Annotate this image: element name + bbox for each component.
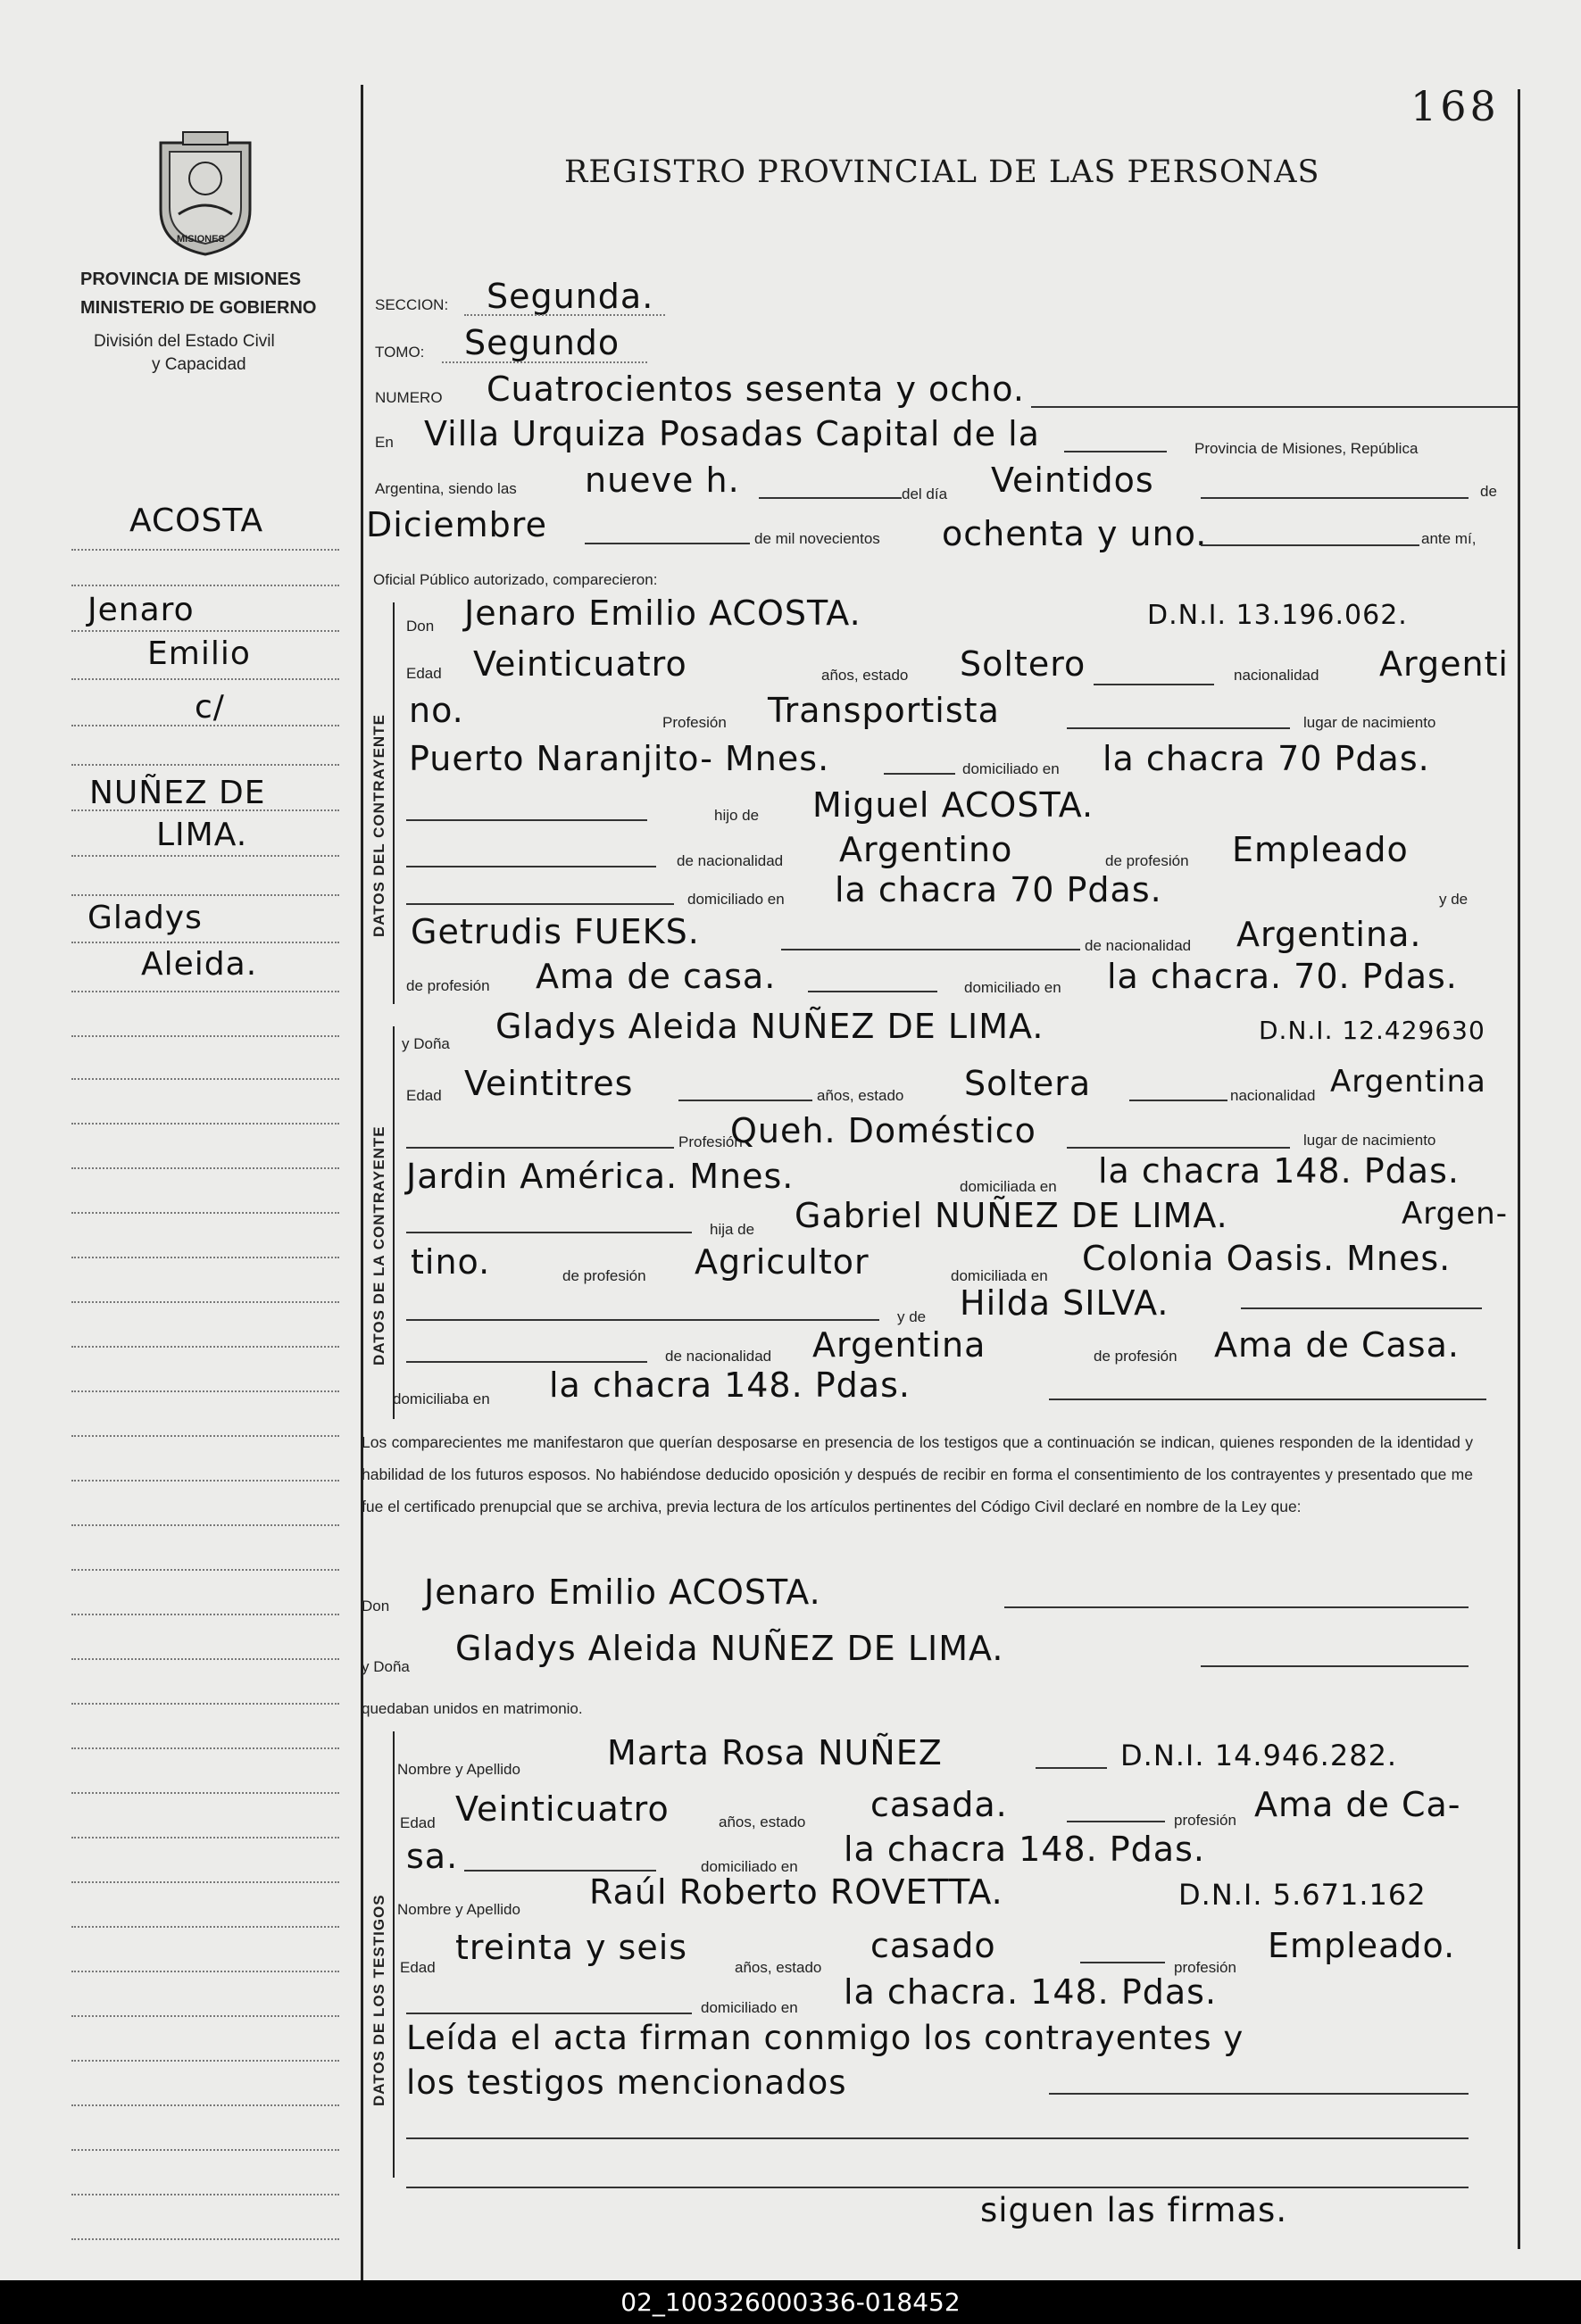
bride-dom: la chacra 148. Pdas. [1098, 1151, 1460, 1191]
margin-rule [71, 1881, 339, 1883]
section-border [393, 1026, 395, 1419]
margin-note-5: NUÑEZ DE [89, 775, 266, 811]
witness2-dni: D.N.I. 5.671.162 [1178, 1878, 1427, 1912]
seccion-value: Segunda. [487, 277, 654, 316]
margin-rule [71, 678, 339, 680]
profesion-label: Profesión [662, 714, 727, 731]
don-label-2: Don [362, 1598, 390, 1614]
y-dona-label-2: y Doña [362, 1658, 410, 1675]
margin-note-7: Gladys [87, 900, 203, 936]
argentina-label: Argentina, siendo las [375, 480, 517, 497]
domiciliado-label: domiciliado en [962, 760, 1060, 777]
groom-father-dom: la chacra 70 Pdas. [835, 870, 1162, 909]
oficial-label: Oficial Público autorizado, comparecieron: [373, 571, 658, 588]
margin-rule [71, 1747, 339, 1749]
anio-line [1201, 544, 1419, 546]
t2d-line [406, 2013, 692, 2014]
de-label: de [1480, 483, 1497, 500]
margin-rule [71, 2194, 339, 2195]
quedaban-label: quedaban unidos en matrimonio. [362, 1700, 583, 1717]
domiciliaba-label: domiciliaba en [393, 1390, 490, 1407]
groom-edad: Veinticuatro [473, 644, 687, 684]
province-name: PROVINCIA DE MISIONES [80, 270, 302, 289]
de-nacionalidad-label-2: de nacionalidad [665, 1348, 772, 1365]
t2e-line [1080, 1962, 1165, 1963]
margin-rule [71, 1301, 339, 1303]
seccion-line [464, 314, 665, 316]
margin-rule [71, 549, 339, 551]
groom-nac: Argenti [1379, 644, 1509, 684]
edad-label-2: Edad [406, 1087, 442, 1104]
bmdom-line [1049, 1399, 1486, 1400]
section-border [393, 1731, 395, 2178]
udona-line [1201, 1665, 1469, 1667]
division-line2: y Capacidad [152, 355, 246, 374]
profesion-label-2: Profesión [678, 1133, 743, 1150]
witness1-estado: casada. [870, 1785, 1008, 1824]
don-label: Don [406, 618, 435, 635]
hija-line [406, 1232, 692, 1233]
witness2-prof: Empleado. [1268, 1926, 1456, 1965]
domiciliada-label: domiciliada en [960, 1178, 1057, 1195]
anos-estado-label-3: años, estado [719, 1814, 806, 1830]
groom-mother: Getrudis FUEKS. [411, 912, 700, 951]
bride-estado: Soltera [964, 1064, 1092, 1103]
bride-mother: Hilda SILVA. [960, 1283, 1169, 1323]
margin-note-8: Aleida. [141, 946, 258, 983]
bestado-line [1129, 1100, 1227, 1101]
udon-line [1004, 1606, 1469, 1608]
bnac-line [406, 1361, 647, 1363]
bride-father: Gabriel NUÑEZ DE LIMA. [795, 1196, 1228, 1235]
nombre-apellido-label-2: Nombre y Apellido [397, 1901, 520, 1918]
bride-father-dom: Colonia Oasis. Mnes. [1082, 1239, 1452, 1278]
hijo-de-label: hijo de [714, 807, 760, 824]
groom-father-nac: Argentino [839, 830, 1013, 869]
margin-note-2: Jenaro [87, 592, 195, 628]
witness1-prof-cont: sa. [406, 1837, 459, 1876]
profesion-label-4: profesión [1174, 1959, 1236, 1976]
margin-rule [71, 1435, 339, 1437]
dom-line [406, 903, 674, 905]
margin-rule [71, 1480, 339, 1482]
en-value: Villa Urquiza Posadas Capital de la [424, 414, 1040, 453]
y-dona-label: y Doña [402, 1035, 450, 1052]
witness2-estado: casado [870, 1926, 996, 1965]
edad-label-4: Edad [400, 1959, 436, 1976]
domiciliado-label-2: domiciliado en [687, 891, 785, 908]
anos-estado-label: años, estado [821, 667, 909, 684]
groom-father: Miguel ACOSTA. [812, 785, 1094, 825]
lugar-nac-label-2: lugar de nacimiento [1303, 1132, 1436, 1149]
edad-label-3: Edad [400, 1814, 436, 1831]
anio-value: ochenta y uno. [942, 514, 1208, 553]
dia-line [1201, 497, 1469, 499]
union-dona: Gladys Aleida NUÑEZ DE LIMA. [455, 1629, 1004, 1668]
bride-mother-prof: Ama de Casa. [1214, 1325, 1460, 1365]
margin-divider [361, 85, 363, 2280]
prof-line [1067, 727, 1290, 729]
seccion-label: SECCION: [375, 296, 449, 313]
side-label-contrayente2: DATOS DE LA CONTRAYENTE [370, 1125, 387, 1365]
margin-rule [71, 1569, 339, 1571]
witness1-prof: Ama de Ca- [1254, 1785, 1461, 1824]
groom-nac-cont: no. [409, 691, 464, 730]
bride-dni: D.N.I. 12.429630 [1259, 1016, 1485, 1045]
nota-line [1049, 2093, 1469, 2095]
declaration-paragraph: Los comparecientes me manifestaron que querían desposarse en presencia de los testigos que a continuación se indican, quienes responden de la identidad y habilidad de los futuros esposos. No habiéndose deducido oposición y después de recibir en forma el consentimiento de los contrayentes y presentado que me fue el certificado prenupcial que se archiva, previa lectura de los artículos pertinentes del Código Civil declaré en nombre de la Ley que: [362, 1433, 1473, 1515]
margin-rule [71, 725, 339, 726]
margin-rule [71, 1346, 339, 1348]
mes-value: Diciembre [366, 505, 547, 544]
de-nacionalidad-label: de nacionalidad [677, 852, 784, 869]
bride-father-prof: Agricultor [695, 1242, 870, 1282]
witness2-dom: la chacra. 148. Pdas. [844, 1972, 1218, 2012]
margin-note-4: c/ [195, 689, 225, 726]
anos-estado-label-4: años, estado [735, 1959, 822, 1976]
y-de-label: y de [1439, 891, 1469, 908]
bedad-line [678, 1100, 812, 1101]
seal-caption: MISIONES [177, 234, 225, 245]
nombre-apellido-label: Nombre y Apellido [397, 1761, 520, 1778]
union-don: Jenaro Emilio ACOSTA. [424, 1573, 821, 1612]
hijo-line [406, 819, 647, 821]
t1-line [1036, 1767, 1107, 1769]
groom-mother-nac: Argentina. [1236, 915, 1422, 954]
margin-rule [71, 1792, 339, 1794]
footer-id-bar: 02_100326000336-018452 [0, 2280, 1581, 2324]
nacionalidad-label-2: de nacionalidad [1085, 937, 1192, 954]
de-profesion-label-3: de profesión [562, 1267, 646, 1284]
bride-nac: Argentina [1330, 1064, 1486, 1100]
groom-estado: Soltero [960, 644, 1086, 684]
t1e-line [1067, 1821, 1165, 1822]
margin-rule [71, 942, 339, 943]
witness1-dom: la chacra 148. Pdas. [844, 1830, 1205, 1869]
margin-rule [71, 1390, 339, 1392]
side-label-contrayente: DATOS DEL CONTRAYENTE [370, 714, 387, 937]
side-label-testigos: DATOS DE LOS TESTIGOS [370, 1894, 387, 2106]
margin-rule [71, 764, 339, 766]
dia-value: Veintidos [991, 461, 1154, 500]
nac-line [406, 866, 656, 867]
bride-name: Gladys Aleida NUÑEZ DE LIMA. [495, 1007, 1044, 1046]
margin-rule [71, 2104, 339, 2106]
de-mil-label: de mil novecientos [754, 530, 880, 547]
del-dia-label: del día [902, 486, 948, 502]
bride-father-nac-cont: tino. [411, 1242, 491, 1282]
section-border [393, 602, 395, 1004]
margin-rule [71, 2149, 339, 2151]
witness1-edad: Veinticuatro [455, 1789, 670, 1829]
bprof-line [1067, 1147, 1290, 1149]
domiciliado-label-5: domiciliado en [701, 1999, 798, 2016]
margin-rule [71, 1167, 339, 1169]
tomo-label: TOMO: [375, 344, 425, 361]
numero-label: NUMERO [375, 389, 443, 406]
de-profesion-label: de profesión [1105, 852, 1189, 869]
margin-rule [71, 2060, 339, 2062]
en-label: En [375, 434, 394, 451]
estado-line [1094, 684, 1214, 685]
margin-rule [71, 1123, 339, 1125]
ymadre-line [406, 1319, 879, 1321]
right-border [1518, 89, 1520, 2249]
groom-lugar: Puerto Naranjito- Mnes. [409, 739, 830, 778]
margin-rule [71, 1035, 339, 1037]
bride-mother-nac: Argentina [812, 1325, 986, 1365]
hija-de-label: hija de [710, 1221, 755, 1238]
margin-rule [71, 585, 339, 586]
margin-rule [71, 2238, 339, 2240]
groom-mother-dom: la chacra. 70. Pdas. [1107, 957, 1458, 996]
y-de-label-2: y de [897, 1308, 927, 1325]
tomo-value: Segundo [464, 323, 620, 362]
t1p-line [464, 1870, 656, 1872]
folio-number: 168 [1410, 82, 1500, 130]
bride-edad: Veintitres [464, 1064, 634, 1103]
bride-father-nac: Argen- [1402, 1196, 1508, 1232]
groom-father-prof: Empleado [1232, 830, 1409, 869]
groom-name: Jenaro Emilio ACOSTA. [464, 593, 861, 633]
division-line1: División del Estado Civil [94, 332, 275, 351]
margin-rule [71, 1614, 339, 1615]
witness1-name: Marta Rosa NUÑEZ [607, 1733, 943, 1772]
bride-lugar: Jardin América. Mnes. [406, 1157, 795, 1196]
margin-rule [71, 1212, 339, 1214]
domiciliada-label-2: domiciliada en [951, 1267, 1048, 1284]
document-title: REGISTRO PROVINCIAL DE LAS PERSONAS [564, 154, 1320, 190]
witness2-name: Raúl Roberto ROVETTA. [589, 1872, 1003, 1912]
margin-note-3: Emilio [147, 635, 251, 672]
nacionalidad-label-3: nacionalidad [1230, 1087, 1316, 1104]
margin-rule [71, 1703, 339, 1705]
margin-note-1: ACOSTA [129, 502, 264, 539]
domiciliado-label-4: domiciliado en [701, 1858, 798, 1875]
margin-rule [71, 1524, 339, 1526]
margin-rule [71, 2015, 339, 2017]
hora-line [759, 497, 902, 499]
margin-rule [71, 630, 339, 632]
bprof-pre-line [406, 1147, 674, 1149]
mes-line [585, 543, 750, 544]
margin-rule [71, 1658, 339, 1660]
hora-value: nueve h. [585, 461, 740, 500]
mother-line [781, 949, 1080, 950]
closing-note-2: los testigos mencionados [406, 2063, 847, 2102]
bmother-line [1241, 1307, 1482, 1309]
anos-estado-label-2: años, estado [817, 1087, 904, 1104]
mprof-line [808, 991, 937, 992]
blank-line-2 [406, 2187, 1469, 2188]
bride-mother-dom: la chacra 148. Pdas. [549, 1365, 911, 1405]
de-profesion-label-4: de profesión [1094, 1348, 1177, 1365]
margin-rule [71, 1257, 339, 1258]
witness2-edad: treinta y seis [455, 1928, 688, 1967]
margin-rule [71, 1971, 339, 1972]
tomo-line [442, 361, 647, 363]
edad-label: Edad [406, 665, 442, 682]
margin-rule [71, 1837, 339, 1838]
margin-rule [71, 991, 339, 992]
groom-dni: D.N.I. 13.196.062. [1147, 600, 1408, 631]
numero-value: Cuatrocientos sesenta y ocho. [487, 369, 1025, 409]
groom-prof: Transportista [768, 691, 1000, 730]
lugar-nac-label: lugar de nacimiento [1303, 714, 1436, 731]
provincia-label: Provincia de Misiones, República [1194, 440, 1419, 457]
margin-rule [71, 894, 339, 896]
en-line [1064, 451, 1167, 452]
profesion-label-3: profesión [1174, 1812, 1236, 1829]
signatures-note: siguen las firmas. [980, 2191, 1288, 2229]
nacionalidad-label: nacionalidad [1234, 667, 1319, 684]
margin-note-6: LIMA. [156, 817, 248, 853]
witness1-dni: D.N.I. 14.946.282. [1120, 1739, 1398, 1772]
margin-rule [71, 855, 339, 857]
bride-prof: Queh. Doméstico [730, 1111, 1036, 1150]
blank-line-1 [406, 2137, 1469, 2139]
margin-rule [71, 1078, 339, 1080]
ante-mi-label: ante mí, [1421, 530, 1477, 547]
groom-dom: la chacra 70 Pdas. [1103, 739, 1430, 778]
de-profesion-label-2: de profesión [406, 977, 490, 994]
margin-rule [71, 1926, 339, 1928]
numero-line [1031, 406, 1518, 408]
closing-note-1: Leída el acta firman conmigo los contrayentes y [406, 2019, 1244, 2057]
domiciliado-label-3: domiciliado en [964, 979, 1061, 996]
groom-mother-prof: Ama de casa. [536, 957, 777, 996]
lugar-line [884, 773, 955, 775]
margin-rule [71, 809, 339, 811]
ministry-name: MINISTERIO DE GOBIERNO [80, 298, 317, 318]
